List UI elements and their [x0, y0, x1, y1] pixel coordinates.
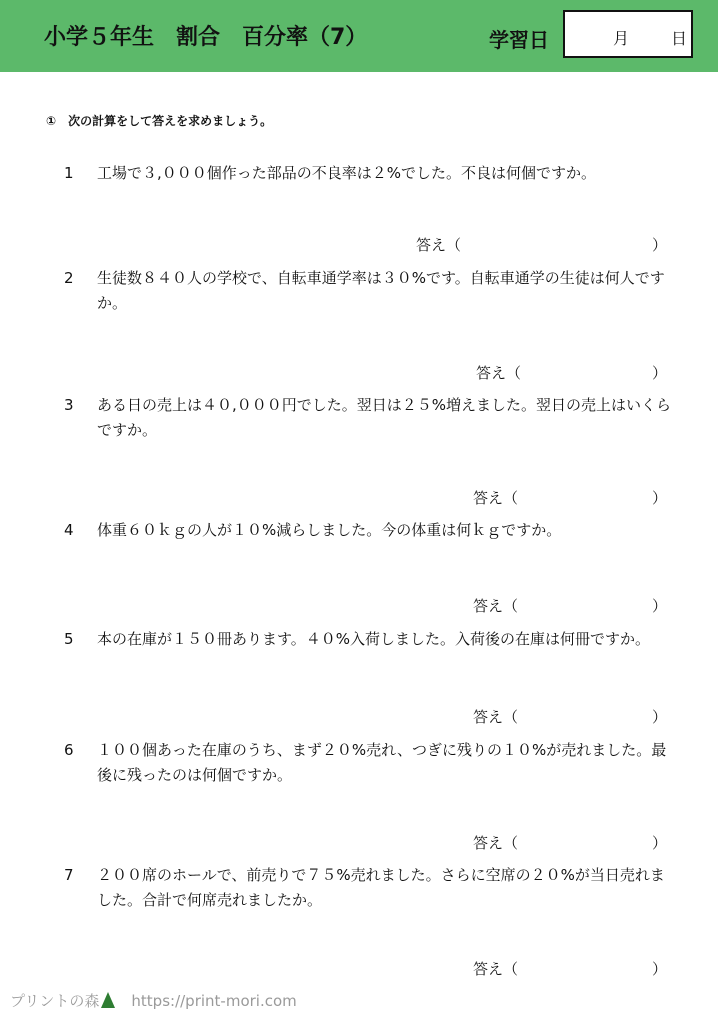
answer-close: ） — [652, 364, 668, 382]
site-url[interactable]: https://print-mori.com — [131, 992, 297, 1010]
answer-label: 答え（ — [473, 597, 519, 615]
tree-icon — [101, 992, 115, 1008]
footer — [10, 990, 297, 1011]
question-number: 4 — [64, 521, 74, 539]
answer-close: ） — [652, 236, 668, 254]
question-text: ２００席のホールで、前売りで７５%売れました。さらに空席の２０%が当日売れました。合計で何席売れましたか。 — [97, 866, 665, 909]
answer-close: ） — [652, 489, 668, 507]
question-number: 5 — [64, 630, 74, 648]
study-date-label: 学習日 — [489, 28, 549, 52]
site-name: プリントの森 — [10, 992, 100, 1010]
question-number: 2 — [64, 269, 74, 287]
day-label: 日 — [671, 29, 688, 48]
header-bar — [0, 0, 718, 72]
answer-label: 答え（ — [476, 364, 522, 382]
instruction: ① 次の計算をして答えを求めましょう。 — [46, 114, 273, 128]
answer-close: ） — [652, 834, 668, 852]
question-text: 生徒数８４０人の学校で、自転車通学率は３０%です。自転車通学の生徒は何人ですか。 — [97, 269, 665, 312]
answer-label: 答え（ — [473, 834, 519, 852]
question-number: 3 — [64, 396, 74, 414]
month-label: 月 — [613, 29, 630, 48]
answer-close: ） — [652, 960, 668, 978]
answer-close: ） — [652, 708, 668, 726]
answer-label: 答え（ — [473, 708, 519, 726]
question-text: 本の在庫が１５０冊あります。４０%入荷しました。入荷後の在庫は何冊ですか。 — [97, 630, 651, 648]
question-text: 体重６０ｋｇの人が１０%減らしました。今の体重は何ｋｇですか。 — [97, 521, 562, 539]
question-number: 7 — [64, 866, 74, 884]
answer-label: 答え（ — [473, 960, 519, 978]
date-box[interactable] — [563, 10, 693, 58]
answer-close: ） — [652, 597, 668, 615]
question-number: 6 — [64, 741, 74, 759]
question-text: １００個あった在庫のうち、まず２０%売れ、つぎに残りの１０%が売れました。最後に残ったのは何個ですか。 — [97, 741, 667, 784]
question-number: 1 — [64, 164, 74, 182]
question-text: ある日の売上は４０,０００円でした。翌日は２５%増えました。翌日の売上はいくらですか。 — [97, 396, 672, 439]
answer-label: 答え（ — [473, 489, 519, 507]
answer-label: 答え（ — [416, 236, 462, 254]
page-title: 小学５年生 割合 百分率（7） — [44, 25, 368, 50]
question-text: 工場で３,０００個作った部品の不良率は２%でした。不良は何個ですか。 — [97, 164, 597, 182]
